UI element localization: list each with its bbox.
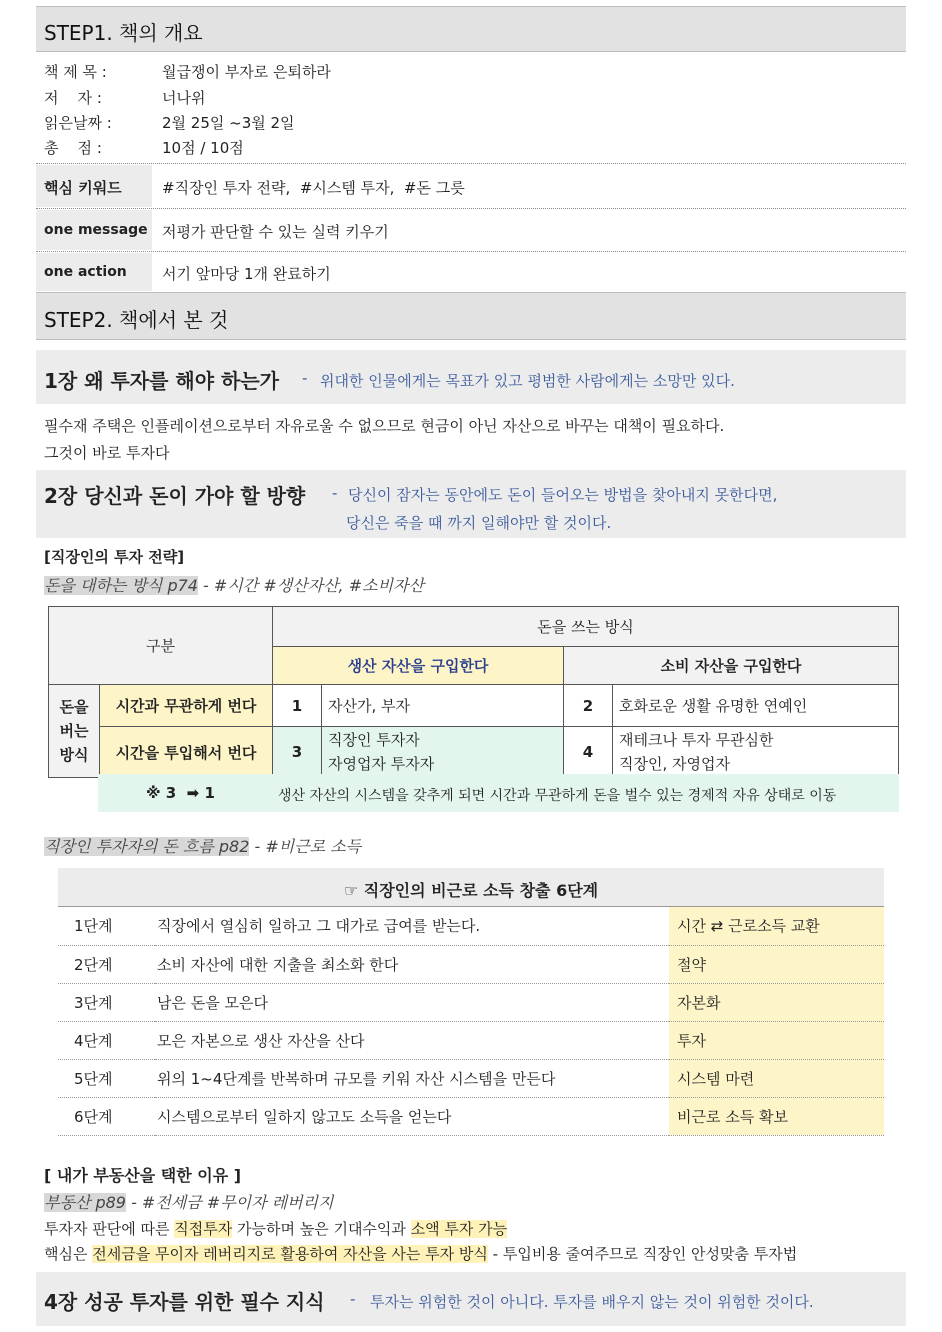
chapter1-body-line1: 필수재 주택은 인플레이션으로부터 자유로울 수 없으므로 현금이 아닌 자산으로 바꾸는 대책이 필요하다. [44, 417, 725, 435]
step-number: 3단계 [74, 993, 113, 1012]
subsection-realestate [44, 1190, 333, 1213]
chapter1-quote: 위대한 인물에게는 목표가 있고 평범한 사람에게는 소망만 있다. [320, 372, 735, 390]
divider [36, 251, 906, 252]
step-result: 시간 ⇄ 근로소득 교환 [677, 917, 820, 936]
step-number-cell [58, 983, 155, 1021]
subsection-money-flow [44, 834, 361, 857]
subsection-realestate-tags: - #전세금 #무이자 레버리지 [125, 1193, 334, 1212]
keyword-label: 핵심 키워드 [44, 179, 122, 197]
realestate-line1 [44, 1218, 507, 1239]
section-title-strategy: [직장인의 투자 전략] [44, 548, 185, 566]
chapter4-title: 4장 성공 투자를 위한 필수 지식 [44, 1290, 325, 1314]
step-number-cell [58, 907, 155, 945]
step-number-cell [58, 1097, 155, 1135]
keyword-label-cell [36, 165, 152, 207]
quadrant-2-number-cell [564, 685, 613, 727]
table-note-right: 생산 자산의 시스템을 갖추게 되면 시간과 무관하게 돈을 벌수 있는 경제적 자유 상태로 이동 [278, 788, 837, 804]
subsection-money-flow-tags: - #비근로 소득 [249, 837, 362, 856]
author-label: 저 자 : [44, 89, 102, 107]
table-top-header: 돈을 쓰는 방식 [537, 618, 634, 636]
quadrant-3-text-line1: 직장인 투자자 [328, 731, 420, 749]
step-description-cell [155, 907, 669, 945]
step-description-cell [155, 1097, 669, 1135]
quadrant-4-number: 4 [582, 743, 594, 761]
author-value: 너나위 [162, 89, 206, 107]
quadrant-4-text-line1: 재테크나 투자 무관심한 [619, 731, 774, 749]
message-label: one message [44, 222, 148, 238]
table-note-left: ※ 3 ➡ 1 [146, 784, 215, 802]
subsection-money-attitude-tags: - #시간 #생산자산, #소비자산 [197, 576, 424, 595]
action-value: 서기 앞마당 1개 완료하기 [162, 265, 331, 283]
step-description-cell [155, 1021, 669, 1059]
chapter4-quote: 투자는 위험한 것이 아니다. 투자를 배우지 않는 것이 위험한 것이다. [370, 1293, 814, 1311]
book-title-value: 월급쟁이 부자로 은퇴하라 [162, 63, 331, 81]
step-result-cell [669, 907, 884, 945]
chapter2-quote-line2: 당신은 죽을 때 까지 일해야만 할 것이다. [346, 514, 612, 532]
chapter1-dash: - [302, 369, 308, 387]
money-quadrant-table [48, 606, 899, 778]
quadrant-2-cell [613, 685, 899, 727]
step-result: 투자 [677, 1031, 706, 1050]
table-corner: 구분 [146, 637, 175, 655]
subsection-money-attitude [44, 573, 424, 596]
step2-header [36, 292, 906, 340]
step-result: 시스템 마련 [677, 1069, 755, 1088]
col-productive-cell [273, 647, 564, 685]
step-result-cell [669, 945, 884, 983]
read-date-value: 2월 25일 ~3월 2일 [162, 114, 295, 132]
quadrant-3-cell [322, 727, 564, 778]
chapter1-title: 1장 왜 투자를 해야 하는가 [44, 369, 279, 393]
quadrant-1-number-cell [273, 685, 322, 727]
read-date-label: 읽은날짜 : [44, 114, 112, 132]
step-result-cell [669, 983, 884, 1021]
table-corner-cell [49, 607, 273, 685]
step-description: 위의 1~4단계를 반복하며 규모를 키워 자산 시스템을 만든다 [157, 1069, 556, 1088]
step-result-cell [669, 1097, 884, 1135]
step-description: 시스템으로부터 일하지 않고도 소득을 얻는다 [157, 1107, 452, 1126]
quadrant-1-text: 자산가, 부자 [328, 697, 410, 715]
step-description: 소비 자산에 대한 지출을 최소화 한다 [157, 955, 399, 974]
chapter2-dash: - [332, 484, 338, 502]
col-consumptive-header: 소비 자산을 구입한다 [660, 657, 802, 675]
action-label-cell [36, 253, 152, 291]
step-description-cell [155, 945, 669, 983]
steps-table-row [58, 907, 884, 945]
highlight-small-investment: 소액 투자 가능 [410, 1220, 508, 1238]
chapter2-quote-line1: 당신이 잠자는 동안에도 돈이 들어오는 방법을 찾아내지 못한다면, [348, 486, 778, 504]
text-segment: 투자자 판단에 따른 [44, 1220, 175, 1238]
quadrant-4-number-cell [564, 727, 613, 778]
quadrant-3-number: 3 [291, 743, 303, 761]
divider [36, 208, 906, 209]
row-group-header-cell [49, 685, 100, 778]
step-number: 4단계 [74, 1031, 113, 1050]
col-consumptive-cell [564, 647, 899, 685]
step-number: 5단계 [74, 1069, 113, 1088]
steps-table-row [58, 1059, 884, 1097]
realestate-line2 [44, 1243, 797, 1264]
step-result-cell [669, 1021, 884, 1059]
message-value: 저평가 판단할 수 있는 실력 키우기 [162, 223, 389, 241]
step-description: 남은 돈을 모은다 [157, 993, 268, 1012]
book-title-label: 책 제 목 : [44, 63, 107, 81]
chapter4-dash: - [350, 1290, 356, 1308]
steps-table-row [58, 983, 884, 1021]
step1-title: STEP1. 책의 개요 [44, 21, 203, 45]
highlight-direct-investment: 직접투자 [174, 1220, 233, 1238]
step-result-cell [669, 1059, 884, 1097]
chapter4-header [36, 1272, 906, 1326]
step-number: 2단계 [74, 955, 113, 974]
step-number-cell [58, 1021, 155, 1059]
table-top-header-cell [273, 607, 899, 647]
row-passive-cell [100, 685, 273, 727]
row-active-cell [100, 727, 273, 778]
message-label-cell [36, 210, 152, 250]
divider [36, 163, 906, 164]
step-number: 6단계 [74, 1107, 113, 1126]
quadrant-1-cell [322, 685, 564, 727]
quadrant-4-cell [613, 727, 899, 778]
chapter1-header [36, 350, 906, 404]
subsection-money-flow-highlight: 직장인 투자자의 돈 흐름 p82 [44, 837, 250, 856]
step-description-cell [155, 1059, 669, 1097]
chapter2-title: 2장 당신과 돈이 가야 할 방향 [44, 484, 306, 508]
step-number-cell [58, 945, 155, 983]
table-note-row [98, 774, 899, 812]
step-number: 1단계 [74, 917, 113, 936]
steps-table-header [58, 868, 884, 907]
row-active-header: 시간을 투입해서 번다 [115, 743, 257, 762]
step-description-cell [155, 983, 669, 1021]
quadrant-1-number: 1 [291, 696, 303, 715]
step-result: 자본화 [677, 993, 721, 1012]
quadrant-3-text-line2: 자영업자 투자자 [328, 755, 435, 773]
col-productive-header: 생산 자산을 구입한다 [347, 657, 489, 675]
text-segment: 가능하며 높은 기대수익과 [232, 1220, 411, 1238]
quadrant-4-text-line2: 직장인, 자영업자 [619, 755, 730, 773]
chapter2-header [36, 470, 906, 538]
keyword-value: #직장인 투자 전략, #시스템 투자, #돈 그릇 [162, 179, 465, 197]
quadrant-3-number-cell [273, 727, 322, 778]
text-segment: - 투입비용 줄여주므로 직장인 안성맞춤 투자법 [487, 1245, 798, 1263]
step-description: 직장에서 열심히 일하고 그 대가로 급여를 받는다. [157, 917, 481, 936]
text-segment: 핵심은 [44, 1245, 93, 1263]
step-number-cell [58, 1059, 155, 1097]
section-title-realestate: [ 내가 부동산을 택한 이유 ] [44, 1166, 242, 1185]
step-result: 절약 [677, 955, 706, 974]
steps-table-title: ☞ 직장인의 비근로 소득 창출 6단계 [343, 881, 599, 900]
steps-table-row [58, 1021, 884, 1059]
steps-table-row [58, 1097, 884, 1135]
row-group-header: 돈을 버는 방식 [59, 698, 89, 764]
subsection-money-attitude-highlight: 돈을 대하는 방식 p74 [44, 576, 198, 595]
step1-header [36, 6, 906, 52]
steps-table-row [58, 945, 884, 983]
quadrant-2-text: 호화로운 생활 유명한 연예인 [619, 697, 808, 715]
step2-title: STEP2. 책에서 본 것 [44, 308, 229, 332]
income-steps-table [58, 907, 884, 1136]
row-passive-header: 시간과 무관하게 번다 [115, 697, 257, 715]
quadrant-2-number: 2 [582, 696, 594, 715]
action-label: one action [44, 264, 127, 280]
chapter1-body-line2: 그것이 바로 투자다 [44, 444, 170, 462]
score-label: 총 점 : [44, 139, 102, 157]
step-description: 모은 자본으로 생산 자산을 산다 [157, 1031, 365, 1050]
highlight-leverage-method: 전세금을 무이자 레버리지로 활용하여 자산을 사는 투자 방식 [92, 1245, 488, 1263]
subsection-realestate-highlight: 부동산 p89 [44, 1193, 126, 1212]
score-value: 10점 / 10점 [162, 139, 244, 157]
step-result: 비근로 소득 확보 [677, 1107, 788, 1126]
